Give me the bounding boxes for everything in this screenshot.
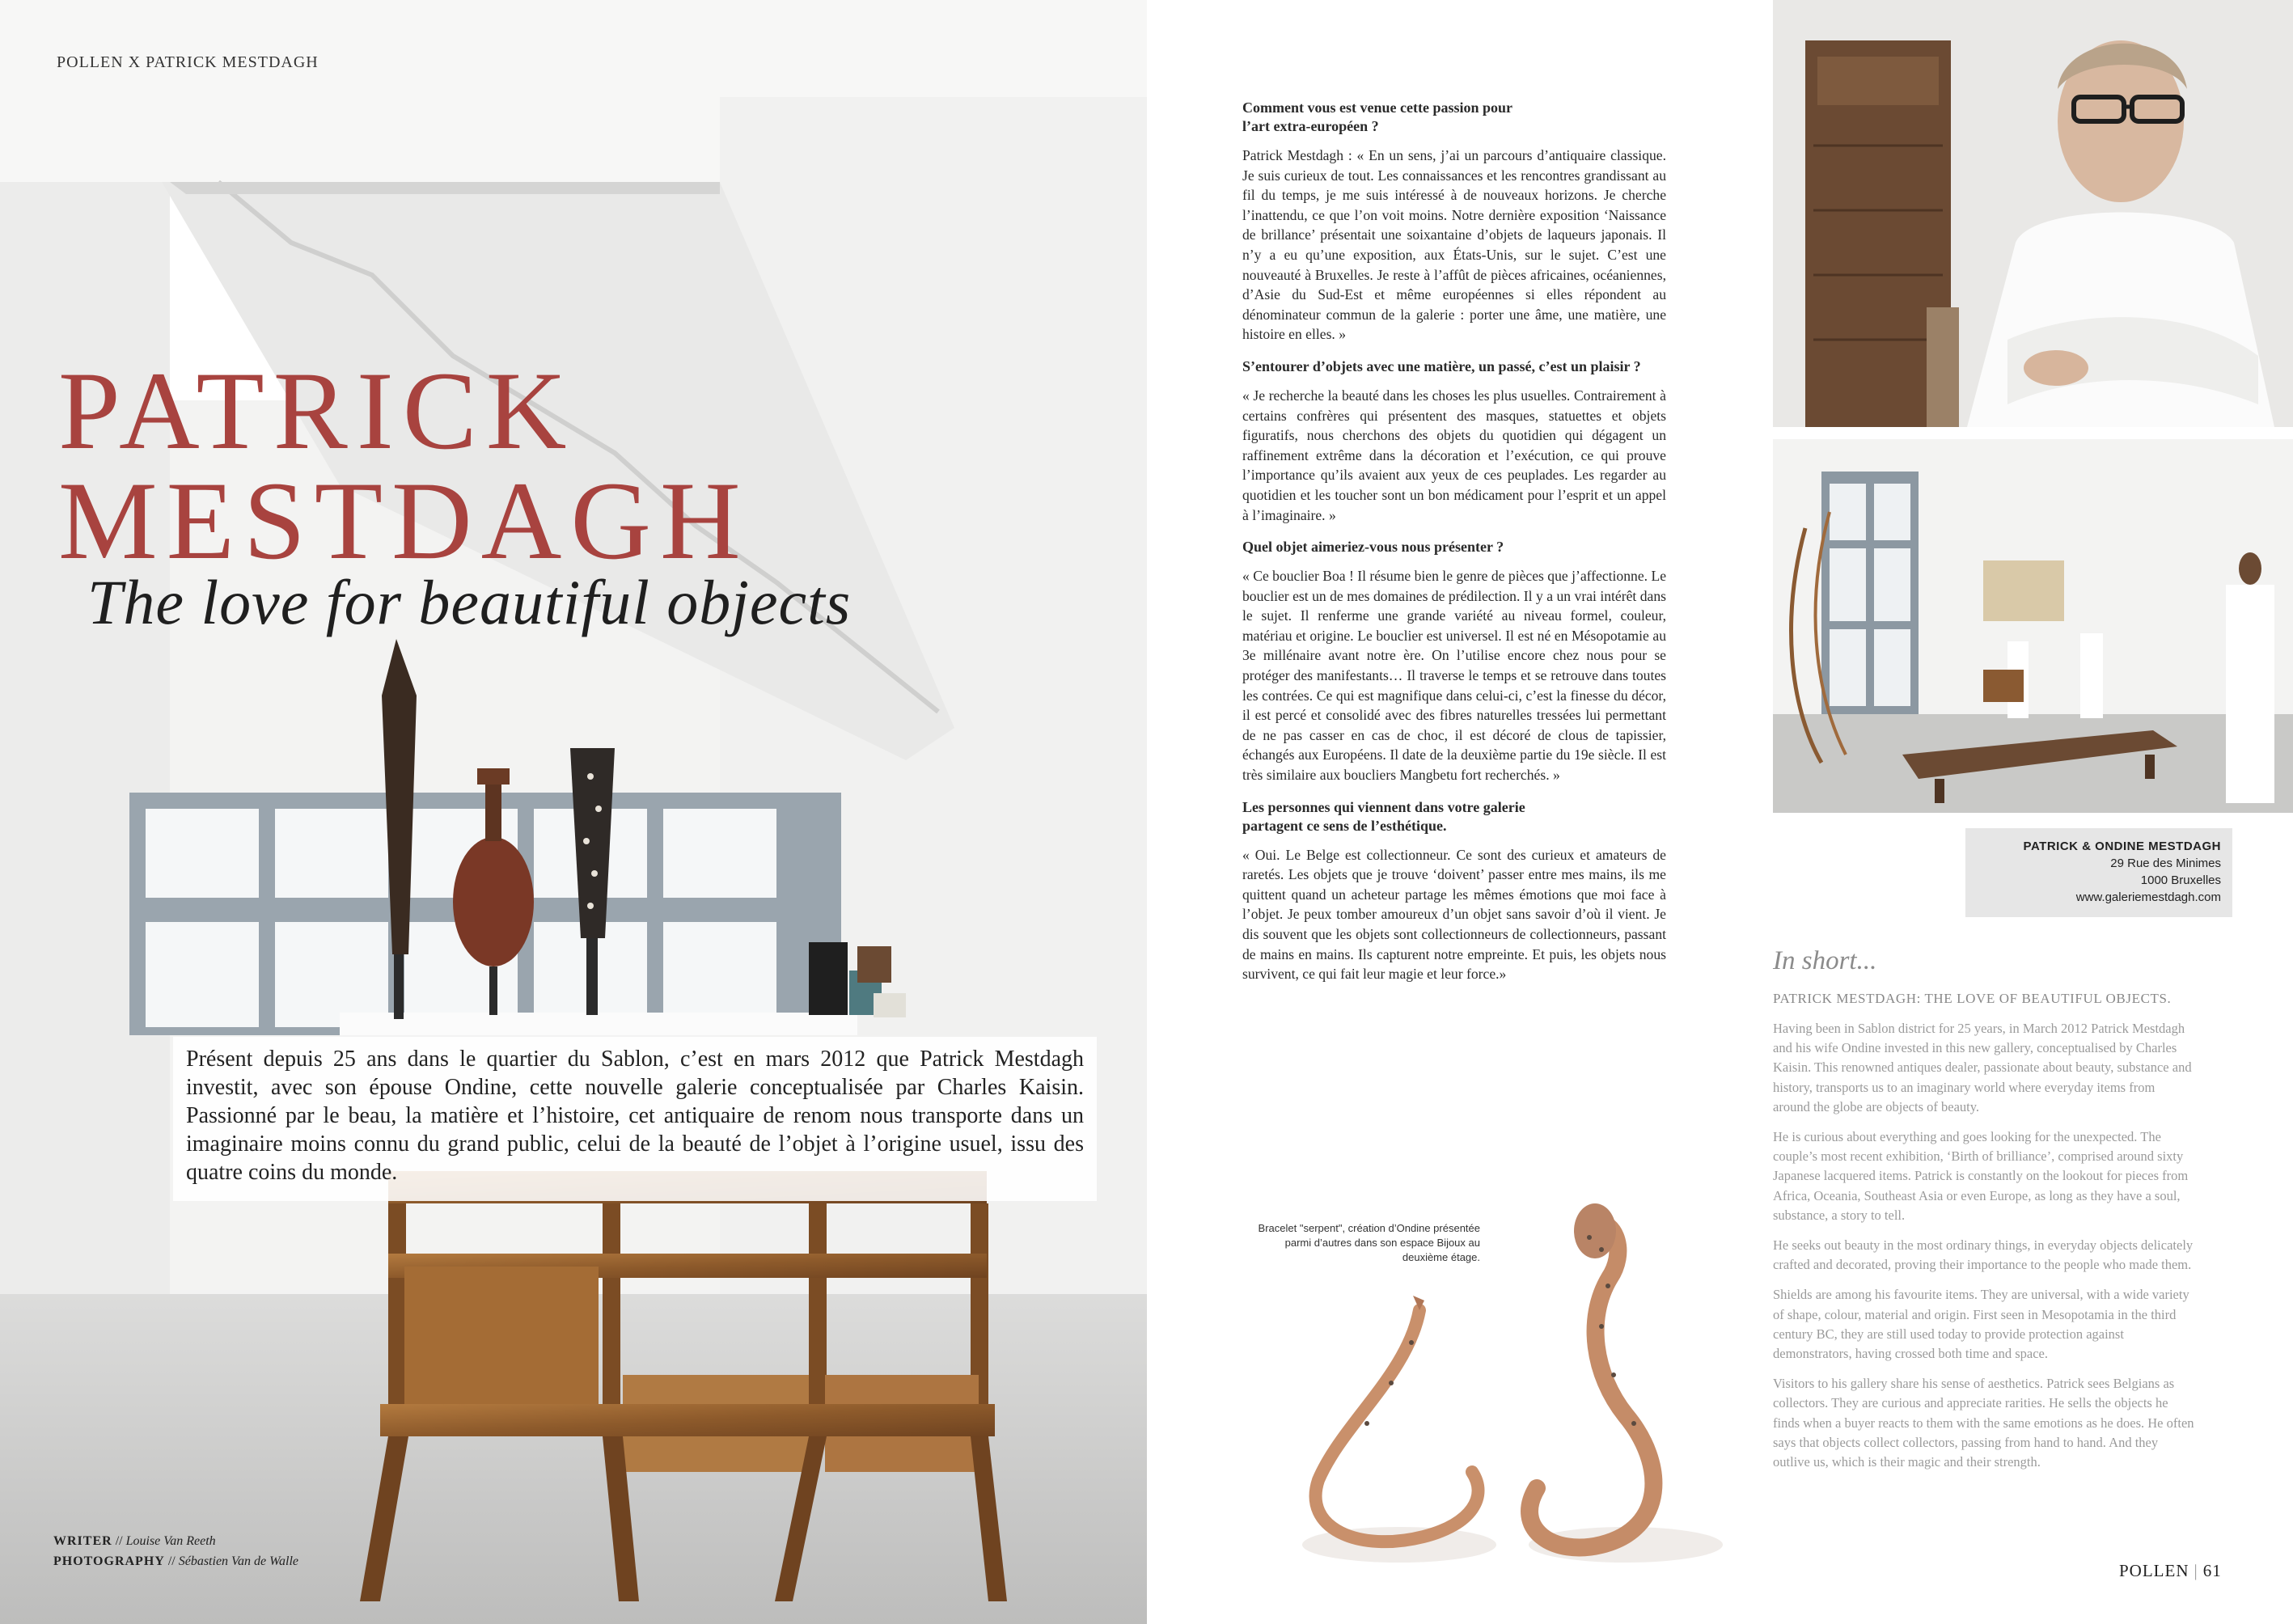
- photo-label: PHOTOGRAPHY: [53, 1554, 165, 1568]
- credits: [53, 1531, 298, 1571]
- article-title: [58, 349, 750, 582]
- in-short-heading: PATRICK MESTDAGH: THE LOVE OF BEAUTIFUL OBJECTS.: [1773, 991, 2172, 1006]
- writer-name: Louise Van Reeth: [125, 1534, 216, 1548]
- writer-label: WRITER: [53, 1534, 112, 1548]
- in-short-title: In short...: [1773, 946, 1877, 975]
- writer-credit: [53, 1531, 298, 1551]
- in-short-paragraph: He is curious about everything and goes looking for the unexpected. The couple’s most recent exhibition, ‘Birth of brilliance’, comprised around sixty Japanese lacquered items. Patrick is constantly on the lookout for pieces from Africa, Oceania, Southeast Asia or even Europe, as long as they have a soul, substance, a story to tell.: [1773, 1129, 2189, 1223]
- question-1: Comment vous est venue cette passion pour l’art extra-européen ?: [1242, 99, 1512, 134]
- article-subtitle: The love for beautiful objects: [87, 567, 852, 637]
- running-head: POLLEN X PATRICK MESTDAGH: [57, 53, 319, 71]
- in-short-text: [1773, 1019, 2195, 1482]
- page-number: 61: [2202, 1561, 2222, 1580]
- title-line-1: PATRICK: [58, 349, 576, 472]
- interview-column: [1242, 99, 1666, 984]
- in-short-paragraph: He seeks out beauty in the most ordinary things, in everyday objects delicately crafted and decorated, proving their importance to the people who made them.: [1773, 1237, 2194, 1273]
- answer-2: « Je recherche la beauté dans les choses les plus usuelles. Contrairement à certains confrères qui présentent des masques, statuettes et objets figuratifs, nous cherchons des objets du quotidien qui dégagent un raffinement extrême dans la décoration et l’exécution, ce qui prouve l’importance qu’ils avaient aux yeux de ces peuplades. Les regarder au quotidien et les toucher sont un bon médicament pour l’esprit et un appel à l’imaginaire. »: [1242, 387, 1666, 523]
- answer-3: « Ce bouclier Boa ! Il résume bien le genre de pièces que j’affectionne. Le bouclier est un de mes domaines de prédilection. Il y a un vrai intérêt dans le sujet. Il renferme une grande variété au niveau formel, couleur, matériau et origine. Le bouclier est universel. Il est né en Mésopotamie au 3e millénaire avant notre ère. On l’utilise encore chez nous pour se protéger des manifestants… Il traverse le temps et se retrouve dans toutes les contrées. Ce qui est magnifique dans celui-ci, c’est la finesse du décor, il est percé et consolidé avec des fibres naturelles tressées lui permettant de ne pas casser en cas de choc, il est décoré de clous de tapissier, échangés aux Européens. Il date de la deuxième partie du 19e siècle. Il est très similaire aux boucliers Mangbetu fort recherchés. »: [1242, 568, 1666, 784]
- in-short-paragraph: Having been in Sablon district for 25 years, in March 2012 Patrick Mestdagh and his wife Ondine invested in this new gallery, conceptualised by Charles Kaisin. This renowned antiques dealer, passionate about beauty, substance and history, transports us to an imaginary world where everyday items from around the globe are objects of beauty.: [1773, 1021, 2192, 1114]
- page-folio: [2119, 1561, 2222, 1581]
- intro-paragraph: Présent depuis 25 ans dans le quartier du Sablon, c’est en mars 2012 que Patrick Mestdagh investit, avec son épouse Ondine, cette nouvelle galerie conceptualisée par Charles Kaisin. Passionné par le beau, la matière et l’histoire, cet antiquaire de renom nous transporte dans un imaginaire moins connu du grand public, celui de la beauté de l’objet à l’origine usuel, issu des quatre coins du monde.: [173, 1037, 1097, 1201]
- gallery-name: PATRICK & ONDINE MESTDAGH: [2023, 839, 2221, 853]
- question-2: S’entourer d’objets avec une matière, un passé, c’est un plaisir ?: [1242, 357, 1641, 374]
- photo-credit: [53, 1551, 298, 1571]
- photographer-name: Sébastien Van de Walle: [178, 1554, 298, 1568]
- portrait-photo: [1773, 0, 2293, 427]
- gallery-city: 1000 Bruxelles: [2140, 873, 2221, 887]
- question-3: Quel objet aimeriez-vous nous présenter ?: [1242, 539, 1504, 556]
- answer-1: Patrick Mestdagh : « En un sens, j’ai un parcours d’antiquaire classique. Je suis curieux de tout. Les connaissances et les rencontres grandissant au fil du temps, je me suis intéressé à de nouveaux horizons. Je cherche l’inattendu, ce que l’on voit moins. Notre dernière exposition ‘Naissance de brillance’ présentait une soixantaine d’objets de laqueurs japonais. Il n’y a eu qu’une exposition, aux États-Unis, sur le sujet. C’est une nouveauté à Bruxelles. Je reste à l’affût de pièces africaines, océaniennes, d’Asie du Sud-Est et même européennes si elles répondent au dénominateur commun de la galerie : porter une âme, une matière, une histoire en elles. »: [1242, 147, 1666, 343]
- question-4: Les personnes qui viennent dans votre galerie partagent ce sens de l’esthétique.: [1242, 798, 1525, 834]
- in-short-paragraph: Shields are among his favourite items. They are universal, with a wide variety of shape, colour, material and origin. First seen in Mesopotamia in the third century BC, they are still used today to provide protection against demonstrators, having crossed both time and space.: [1773, 1287, 2189, 1362]
- folio-separator: |: [2194, 1561, 2198, 1580]
- photo-separator: //: [164, 1554, 179, 1568]
- in-short-paragraph: Visitors to his gallery share his sense of aesthetics. Patrick sees Belgians as collectors. They are curious and appreciate rarities. He sells the objects he finds when a buyer reacts to them with the same emotions as he does. He often says that objects collect collectors, passing from hand to hand. And they outlive us, which is their magic and their strength.: [1773, 1376, 2194, 1470]
- gallery-website[interactable]: www.galeriemestdagh.com: [2075, 890, 2221, 904]
- writer-separator: //: [112, 1534, 126, 1548]
- folio-magazine: POLLEN: [2119, 1561, 2189, 1580]
- bracelet-caption: Bracelet "serpent", création d’Ondine présentée parmi d’autres dans son espace Bijoux au deuxième étage.: [1258, 1222, 1480, 1263]
- address-box: [1965, 828, 2232, 917]
- title-line-2: MESTDAGH: [58, 459, 750, 582]
- gallery-street: 29 Rue des Minimes: [2110, 856, 2221, 870]
- gallery-interior-photo: [1773, 439, 2293, 813]
- answer-4: « Oui. Le Belge est collectionneur. Ce sont des curieux et amateurs de raretés. Les objets que je trouve ‘doivent’ passer entre mes mains, ils me quittent quand un acheteur partage les mêmes émotions que moi face à l’objet. Je peux tomber amoureux d’un objet sans savoir d’où il vient. Je dis souvent que les objets sont collectionneurs de collectionneurs, passant de mains en mains. Ils capturent notre empreinte. Et puis, les objets nous survivent, ce qui fait leur magie et leur force.»: [1242, 846, 1666, 983]
